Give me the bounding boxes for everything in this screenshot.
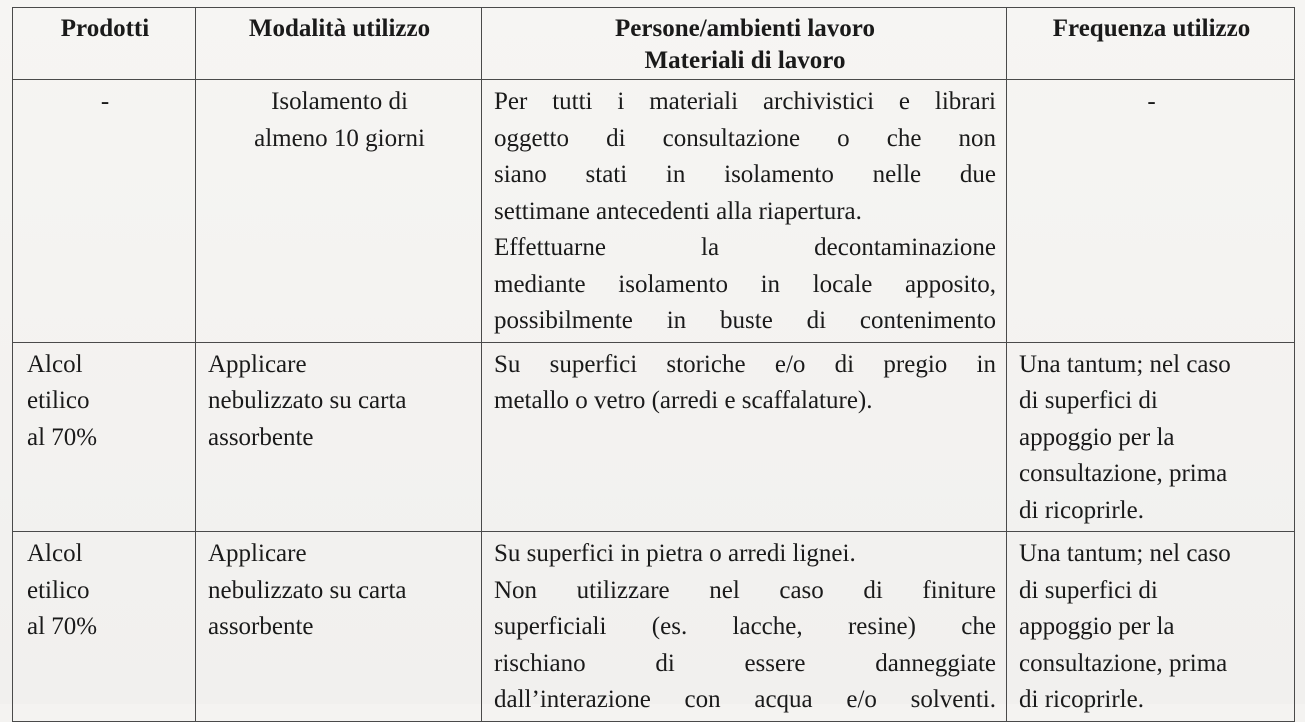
cell-modalita: Applicare nebulizzato su carta assorbente [196, 342, 482, 532]
cell-prodotti: Alcol etilico al 70% [13, 532, 196, 722]
header-persone [482, 8, 1007, 80]
table-row [13, 80, 1295, 343]
header-frequenza: Frequenza utilizzo [1007, 8, 1295, 80]
cell-frequenza: - [1007, 80, 1295, 343]
table-row [13, 342, 1295, 532]
cell-frequenza: Una tantum; nel caso di superfici di appoggio per la consultazione, prima di ricoprirle. [1007, 342, 1295, 532]
cell-modalita: Applicare nebulizzato su carta assorbente [196, 532, 482, 722]
cell-persone: Su superfici storiche e/o di pregio in metallo o vetro (arredi e scaffalature). [482, 342, 1007, 532]
cell-modalita: Isolamento di almeno 10 giorni [196, 80, 482, 343]
cell-persone: Per tutti i materiali archivistici e librari oggetto di consultazione o che non siano stati in isolamento nelle due settimane antecedenti alla riapertura. Effettuarne la decontaminazione mediante isolamento in locale apposito, possibilmente in buste di contenimento [482, 80, 1007, 343]
cell-prodotti: - [13, 80, 196, 343]
header-persone-line-2: Materiali di lavoro [644, 47, 846, 74]
cell-persone: Su superfici in pietra o arredi lignei. Non utilizzare nel caso di finiture superficiali (es. lacche, resine) che rischiano di essere danneggiate dall’interazione con acqua e/o solventi. [482, 532, 1007, 722]
usage-table [12, 7, 1295, 722]
header-persone-line-1: Persone/ambienti lavoro [615, 15, 875, 42]
cell-prodotti: Alcol etilico al 70% [13, 342, 196, 532]
table-row [13, 532, 1295, 722]
header-modalita: Modalità utilizzo [196, 8, 482, 80]
table-header-row [13, 8, 1295, 80]
cell-frequenza: Una tantum; nel caso di superfici di appoggio per la consultazione, prima di ricoprirle. [1007, 532, 1295, 722]
header-prodotti: Prodotti [13, 8, 196, 80]
